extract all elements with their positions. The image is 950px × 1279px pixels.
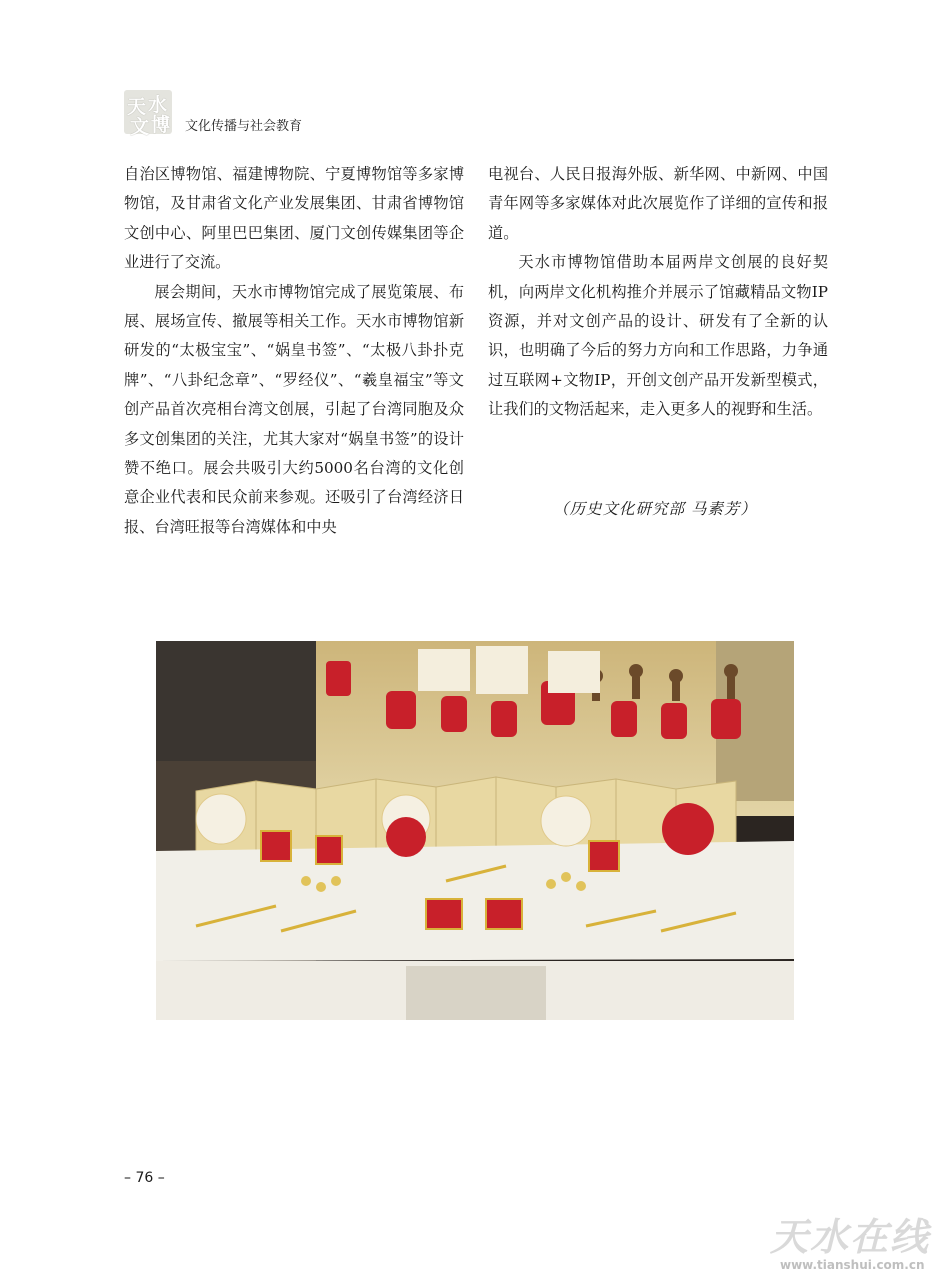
paragraph: 天水市博物馆借助本届两岸文创展的良好契机，向两岸文化机构推介并展示了馆藏精品文物IP资源，并对文创产品的设计、研发有了全新的认识，也明确了今后的努力方向和工作思路，力争通过互联网+文物IP，开创文创产品开发新型模式，让我们的文物活起来，走入更多人的视野和生活。 [488, 253, 828, 419]
logo-char: 水 [148, 94, 168, 116]
logo-char: 天 [127, 96, 147, 118]
author-credit: （历史文化研究部 马素芳） [553, 500, 757, 518]
paragraph: 电视台、人民日报海外版、新华网、中新网、中国青年网等多家媒体对此次展览作了详细的宣传和报道。 [488, 165, 828, 242]
journal-logo [124, 90, 172, 138]
right-column [488, 160, 828, 425]
section-title: 文化传播与社会教育 [185, 119, 303, 134]
paragraph: 自治区博物馆、福建博物院、宁夏博物馆等多家博物馆，及甘肃省文化产业发展集团、甘肃省博物馆文创中心、阿里巴巴集团、厦门文创传媒集团等企业进行了交流。 [124, 165, 464, 272]
watermark-text: 天水在线 [770, 1215, 931, 1259]
logo-char: 文 [130, 116, 150, 138]
logo-char: 博 [151, 114, 171, 136]
site-watermark [770, 1206, 946, 1276]
watermark-url: www.tianshui.com.cn [780, 1258, 925, 1272]
paragraph: 展会期间，天水市博物馆完成了展览策展、布展、展场宣传、撤展等相关工作。天水市博物馆新研发的“太极宝宝”、“娲皇书签”、“太极八卦扑克牌”、“八卦纪念章”、“罗经仪”、“羲皇福宝”等文创产品首次亮相台湾文创展，引起了台湾同胞及众多文创集团的关注，尤其大家对“娲皇书签”的设计赞不绝口。展会共吸引大约5000名台湾的文化创意企业代表和民众前来参观。还吸引了台湾经济日报、台湾旺报等台湾媒体和中央 [124, 282, 464, 536]
exhibition-photo-icon [156, 641, 794, 1020]
exhibition-photo [156, 641, 794, 1020]
left-column [124, 160, 464, 542]
page-number: – 76 – [124, 1170, 165, 1186]
